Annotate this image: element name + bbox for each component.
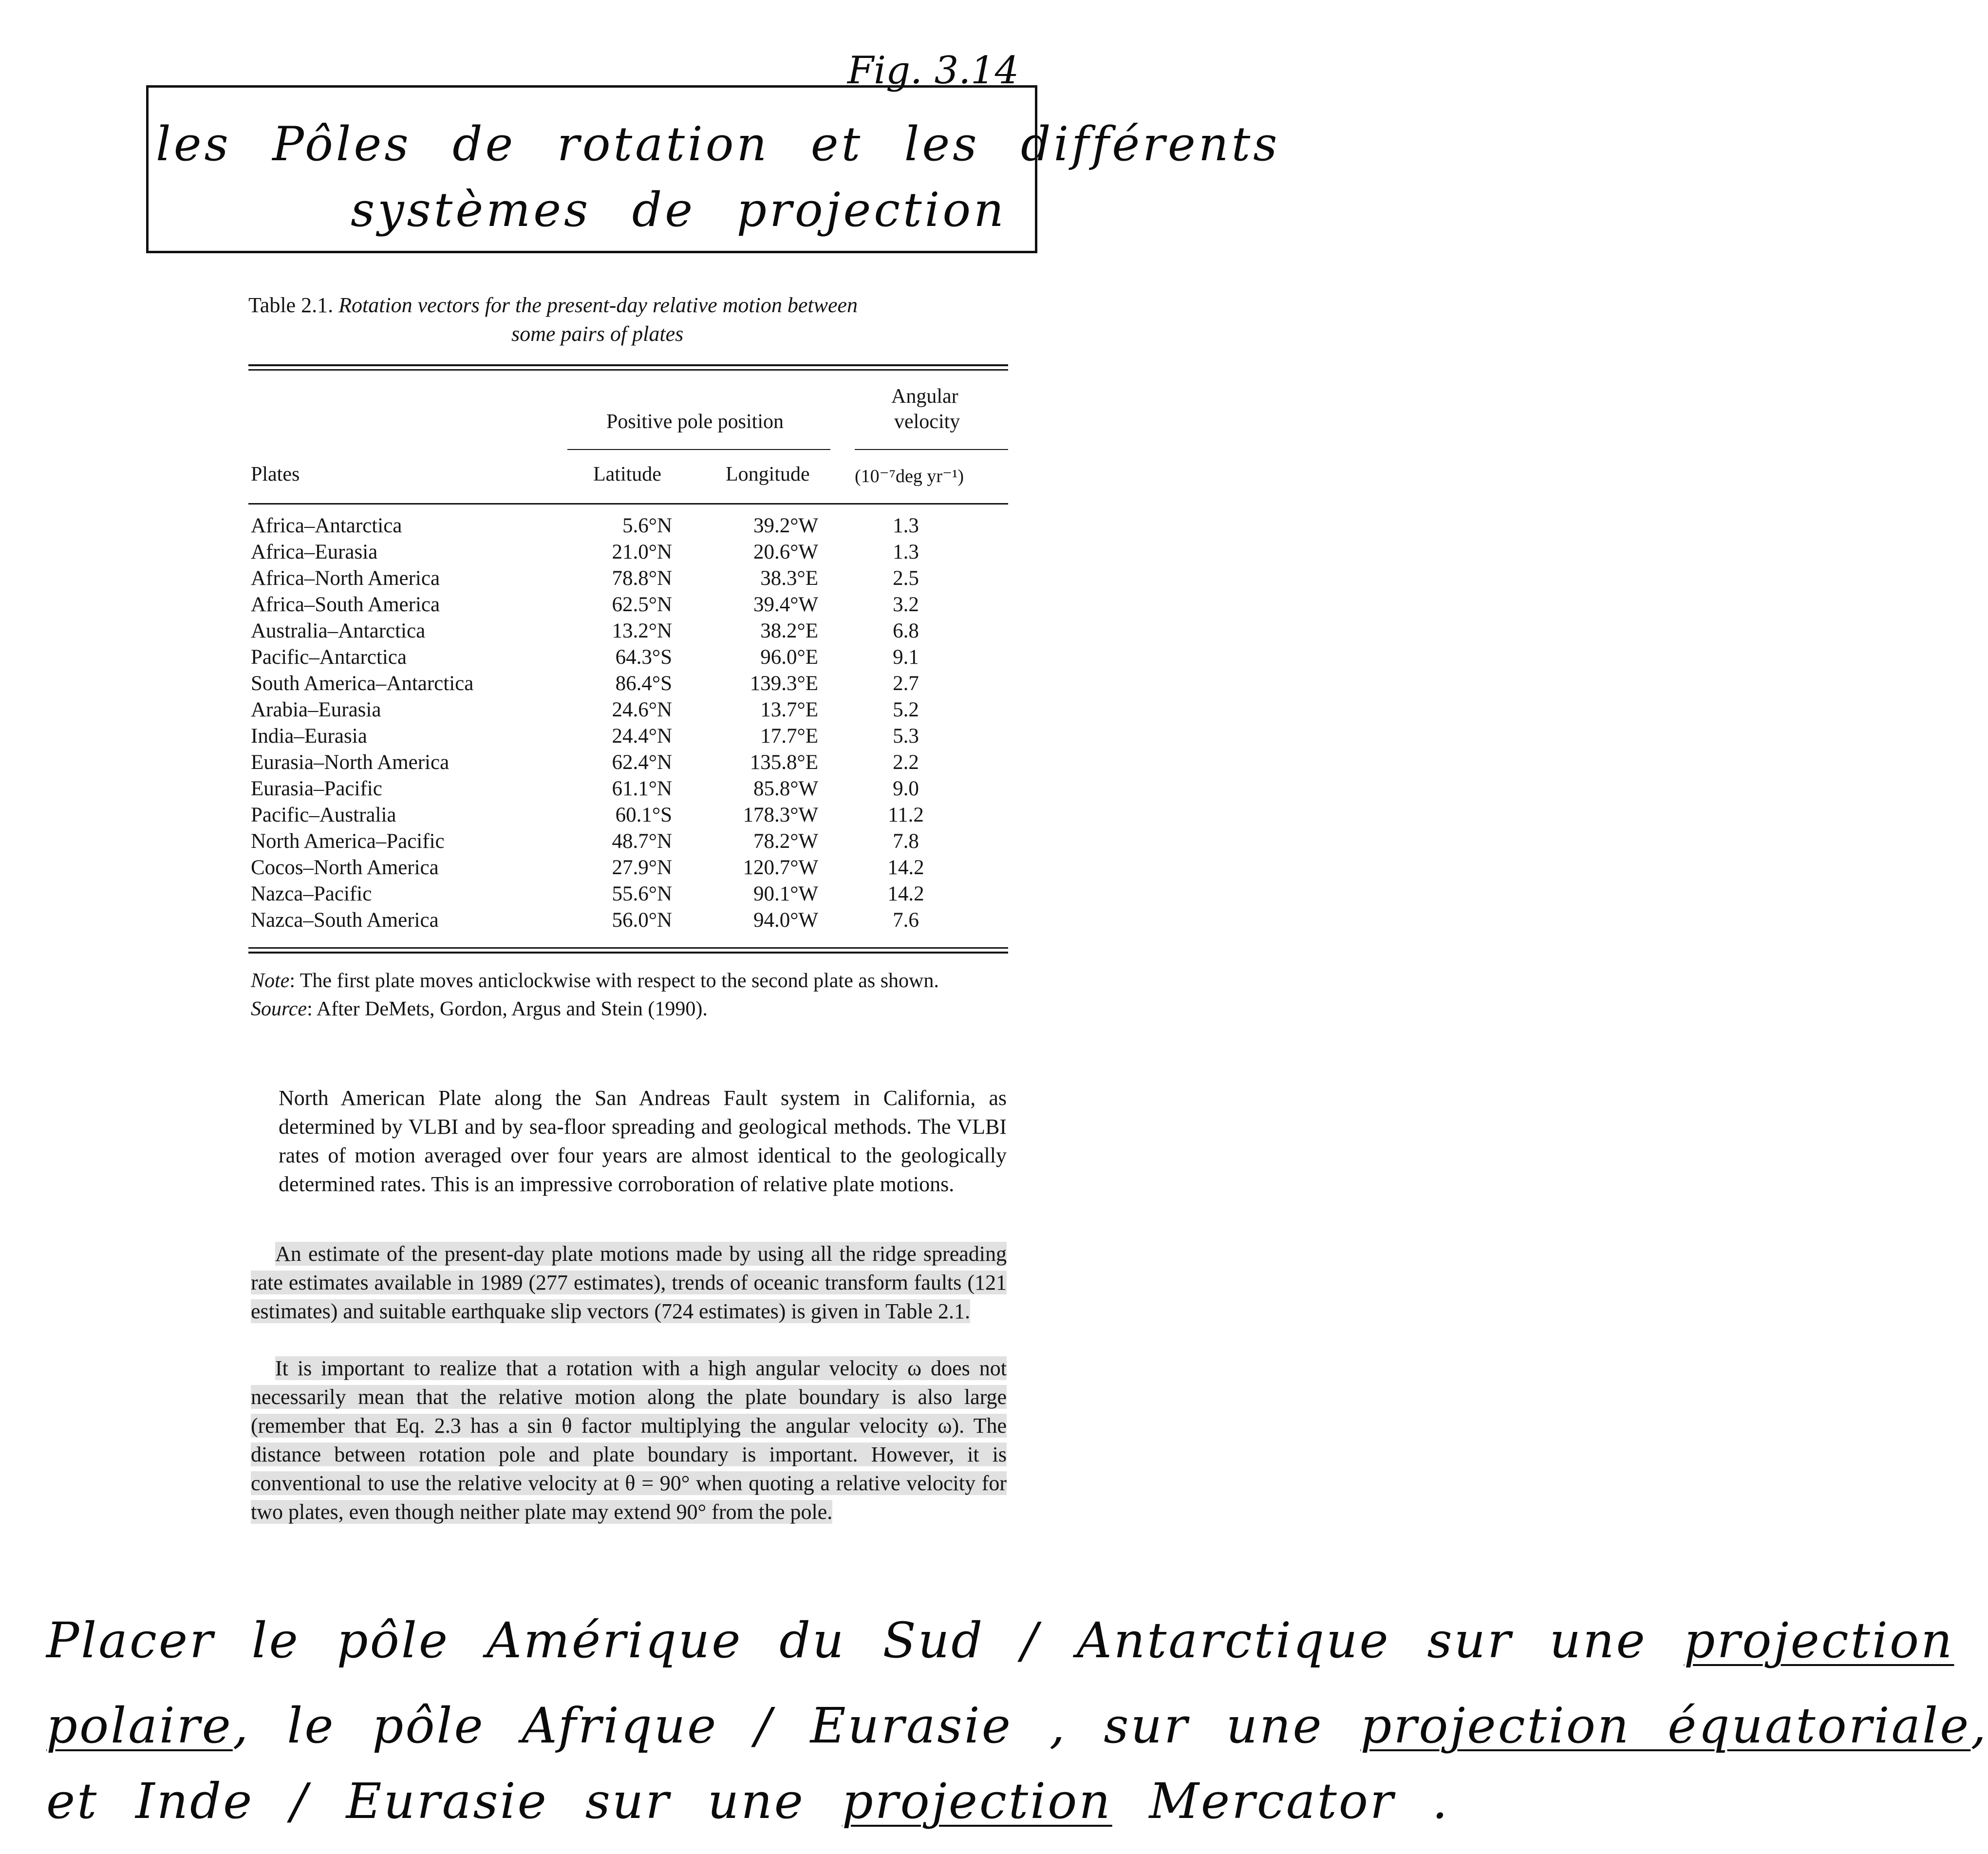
latitude-cell: 48.7°N bbox=[612, 830, 672, 853]
angular-velocity-cell: 9.0 bbox=[893, 777, 919, 800]
angular-velocity-cell: 7.6 bbox=[893, 909, 919, 932]
latitude-cell: 64.3°S bbox=[615, 646, 672, 669]
latitude-cell: 21.0°N bbox=[612, 541, 672, 563]
longitude-cell: 38.3°E bbox=[760, 567, 818, 590]
body-paragraph-1: North American Plate along the San Andreas Fault system in California, as determined by VLBI and by sea-floor spreading and geological methods. The VLBI rates of motion averaged over four years are almost identical to the geologically determined rates. This is an impressive corroboration of relative plate motions. bbox=[279, 1086, 1007, 1196]
angular-velocity-cell: 1.3 bbox=[893, 541, 919, 563]
latitude-column-header: Latitude bbox=[593, 463, 661, 486]
longitude-cell: 17.7°E bbox=[760, 725, 818, 748]
longitude-cell: 96.0°E bbox=[760, 646, 818, 669]
velocity-unit-header: (10⁻⁷deg yr⁻¹) bbox=[855, 466, 964, 487]
plates-column-header: Plates bbox=[251, 463, 300, 486]
angular-velocity-cell: 3.2 bbox=[893, 593, 919, 616]
table-top-rule-2 bbox=[248, 369, 1008, 371]
latitude-cell: 62.5°N bbox=[612, 593, 672, 616]
source-line bbox=[251, 995, 939, 1023]
longitude-cell: 94.0°W bbox=[753, 909, 818, 932]
header-bottom-rule bbox=[248, 503, 1008, 505]
handwritten-instruction-line-3 bbox=[46, 1773, 1449, 1830]
plate-pair-cell: North America–Pacific bbox=[251, 830, 445, 853]
plate-pair-cell: Africa–Antarctica bbox=[251, 514, 402, 537]
longitude-cell: 39.2°W bbox=[753, 514, 818, 537]
latitude-cell: 62.4°N bbox=[612, 751, 672, 774]
handwritten-text: , le pôle Afrique / Eurasie , sur une bbox=[232, 1697, 1324, 1754]
angular-velocity-cell: 14.2 bbox=[887, 882, 924, 905]
longitude-cell: 139.3°E bbox=[750, 672, 818, 695]
angular-velocity-cell: 14.2 bbox=[887, 856, 924, 879]
handwritten-text: et Inde / Eurasie sur une bbox=[46, 1773, 805, 1830]
angular-velocity-cell: 2.7 bbox=[893, 672, 919, 695]
plate-pair-cell: South America–Antarctica bbox=[251, 672, 474, 695]
plate-pair-cell: Australia–Antarctica bbox=[251, 619, 426, 642]
longitude-cell: 13.7°E bbox=[760, 698, 818, 721]
latitude-cell: 27.9°N bbox=[612, 856, 672, 879]
latitude-cell: 56.0°N bbox=[612, 909, 672, 932]
angular-velocity-cell: 1.3 bbox=[893, 514, 919, 537]
latitude-cell: 24.4°N bbox=[612, 725, 672, 748]
handwritten-instruction-line-1 bbox=[46, 1612, 1954, 1669]
table-caption-lead: Table 2.1. bbox=[248, 293, 334, 317]
plate-pair-cell: Africa–South America bbox=[251, 593, 440, 616]
highlighted-text: An estimate of the present-day plate motions made by using all the ridge spreading rate estimates available in 1989 (277 estimates), trends of oceanic transform faults (121 estimates) and suitable earthquake slip vectors (724 estimates) is given in Table 2.1. bbox=[251, 1242, 1007, 1323]
source-text: : After DeMets, Gordon, Argus and Stein (1990). bbox=[307, 998, 708, 1020]
latitude-cell: 55.6°N bbox=[612, 882, 672, 905]
handwritten-underlined-text: polaire bbox=[46, 1697, 233, 1754]
angular-velocity-cell: 6.8 bbox=[893, 619, 919, 642]
latitude-cell: 86.4°S bbox=[615, 672, 672, 695]
angular-header-rule bbox=[855, 449, 1008, 450]
highlighted-text: It is important to realize that a rotation with a high angular velocity ω does not necessarily mean that the relative motion along the plate boundary is also large (remember that Eq. 2.3 has a sin θ factor multiplying the angular velocity ω). The distance between rotation pole and plate boundary is important. However, it is conventional to use the relative velocity at θ = 90° when quoting a relative velocity for two plates, even though neither plate may extend 90° from the pole. bbox=[251, 1356, 1007, 1524]
plate-pair-cell: Pacific–Antarctica bbox=[251, 646, 407, 669]
longitude-cell: 78.2°W bbox=[753, 830, 818, 853]
table-caption-text: Rotation vectors for the present-day relative motion between bbox=[338, 293, 858, 317]
longitude-column-header: Longitude bbox=[726, 463, 810, 486]
note-text: : The first plate moves anticlockwise with respect to the second plate as shown. bbox=[289, 970, 939, 992]
group-header-rule bbox=[567, 449, 830, 450]
handwritten-text: Placer le pôle Amérique du Sud / Antarctique sur une bbox=[46, 1612, 1647, 1669]
table-caption bbox=[248, 291, 989, 319]
plate-pair-cell: Africa–North America bbox=[251, 567, 440, 590]
table-notes bbox=[251, 967, 939, 1023]
longitude-cell: 135.8°E bbox=[750, 751, 818, 774]
latitude-cell: 5.6°N bbox=[622, 514, 672, 537]
note-label: Note bbox=[251, 970, 290, 992]
longitude-cell: 120.7°W bbox=[743, 856, 818, 879]
latitude-cell: 60.1°S bbox=[615, 804, 672, 826]
angular-velocity-cell: 2.2 bbox=[893, 751, 919, 774]
latitude-cell: 13.2°N bbox=[612, 619, 672, 642]
latitude-cell: 24.6°N bbox=[612, 698, 672, 721]
angular-velocity-cell: 5.3 bbox=[893, 725, 919, 748]
plate-pair-cell: Cocos–North America bbox=[251, 856, 439, 879]
angular-header-2: velocity bbox=[894, 411, 960, 433]
figure-number: Fig. 3.14 bbox=[847, 49, 1019, 93]
source-label: Source bbox=[251, 998, 307, 1020]
plate-pair-cell: Arabia–Eurasia bbox=[251, 698, 381, 721]
angular-velocity-cell: 9.1 bbox=[893, 646, 919, 669]
latitude-cell: 78.8°N bbox=[612, 567, 672, 590]
handwritten-instruction-line-2 bbox=[46, 1697, 1988, 1754]
plate-pair-cell: Africa–Eurasia bbox=[251, 541, 378, 563]
handwritten-underlined-text: projection bbox=[1684, 1612, 1954, 1669]
plate-pair-cell: Nazca–Pacific bbox=[251, 882, 372, 905]
table-caption-line-2: some pairs of plates bbox=[511, 322, 684, 346]
angular-velocity-cell: 11.2 bbox=[888, 804, 924, 826]
plate-pair-cell: Eurasia–Pacific bbox=[251, 777, 382, 800]
angular-header-1: Angular bbox=[891, 385, 958, 408]
angular-velocity-cell: 5.2 bbox=[893, 698, 919, 721]
angular-velocity-cell: 2.5 bbox=[893, 567, 919, 590]
longitude-cell: 85.8°W bbox=[753, 777, 818, 800]
plate-pair-cell: India–Eurasia bbox=[251, 725, 367, 748]
handwritten-underlined-text: projection bbox=[842, 1773, 1112, 1830]
note-line bbox=[251, 967, 939, 995]
body-paragraph-3 bbox=[251, 1354, 1007, 1526]
title-line-1: les Pôles de rotation et les différents bbox=[156, 117, 1280, 171]
angular-velocity-cell: 7.8 bbox=[893, 830, 919, 853]
plate-pair-cell: Eurasia–North America bbox=[251, 751, 450, 774]
latitude-cell: 61.1°N bbox=[612, 777, 672, 800]
table-top-rule bbox=[248, 364, 1008, 366]
longitude-cell: 20.6°W bbox=[753, 541, 818, 563]
plate-pair-cell: Nazca–South America bbox=[251, 909, 439, 932]
title-line-2: systèmes de projection bbox=[351, 183, 1007, 237]
body-paragraph-2 bbox=[251, 1239, 1007, 1326]
table-bottom-rule bbox=[248, 947, 1008, 949]
longitude-cell: 178.3°W bbox=[743, 804, 818, 826]
plate-pair-cell: Pacific–Australia bbox=[251, 804, 396, 826]
longitude-cell: 90.1°W bbox=[753, 882, 818, 905]
longitude-cell: 38.2°E bbox=[760, 619, 818, 642]
handwritten-text: Mercator . bbox=[1149, 1773, 1450, 1830]
table-bottom-rule-2 bbox=[248, 952, 1008, 954]
handwritten-underlined-text: projection équatoriale bbox=[1360, 1697, 1971, 1754]
longitude-cell: 39.4°W bbox=[753, 593, 818, 616]
positive-pole-header: Positive pole position bbox=[606, 411, 784, 433]
handwritten-text: , bbox=[1970, 1697, 1988, 1754]
